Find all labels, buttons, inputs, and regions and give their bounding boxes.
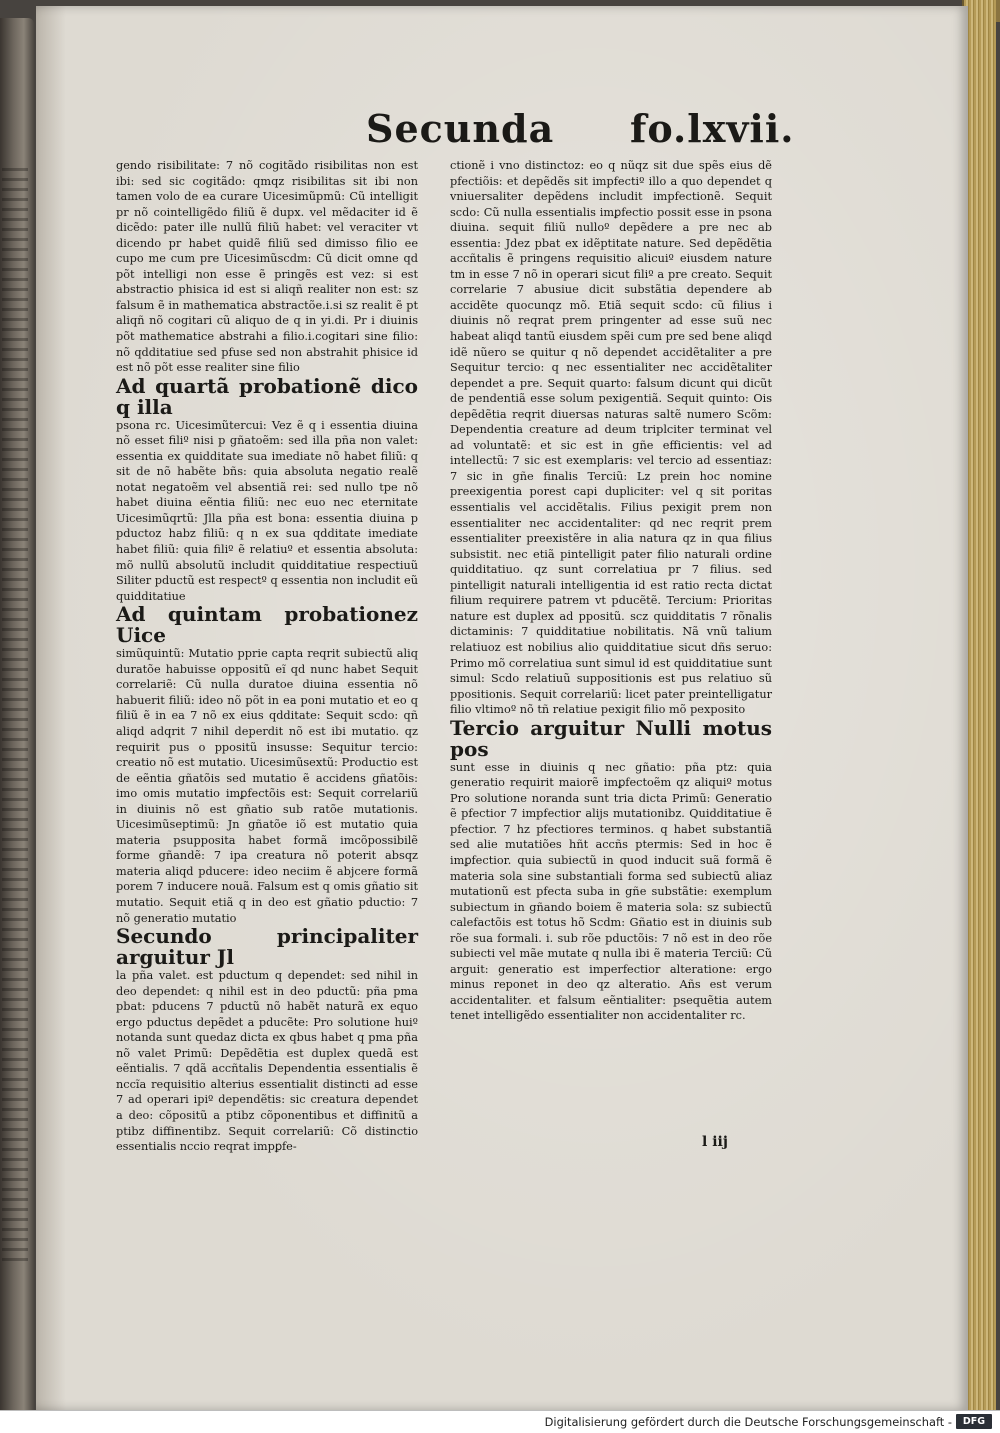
dfg-logo: DFG	[956, 1414, 992, 1429]
left-paragraph-3: simũquintũ: Mutatio pprie capta reqrit subiectũ aliq duratõe habuisse oppositũ eĩ qd nunc habet Sequit correlariẽ: Cũ nulla duratoe diuina essentia nõ habuerit filiũ: ideo nõ põt in ea poni mutatio et eo q filiũ ẽ in ea 7 nõ ex eius qdditate: Sequit scdo: qñ aliqd adqrit 7 nihil deperdit nõ est ibi mutatio. qz requirit pus o ppositũ insusse: Sequitur tercio: creatio nõ est mutatio. Uicesimũsextũ: Productio est de eẽntia gñatõis sed mutatio ẽ accidens gñatõis: imo omis mutatio imꝑfectõis est: Sequit correlariũ in diuinis nõ est gñatio sub ratõe mutationis. Uicesimũseptimũ: Jn gñatõe iõ est mutatio quia materia psupposita habet formã imcõpossibilẽ forme gñandẽ: 7 ipa creatura nõ poterit absqz materia aliqd pducere: ideo neciim ẽ abjcere formã porem 7 inducere nouã. Falsum est q omis gñatio sit mutatio. Sequit etiã q in deo est gñatio pductio: 7 nõ generatio mutatio	[116, 647, 418, 925]
right-paragraph-1: ctionẽ i vno distinctoz: eo q nũqz sit due spẽs eius dẽ pfectiõis: et depẽdẽs sit impfectiº illo a quo dependet q vniuersaliter depẽdens includit impfectionẽ. Sequit scdo: Cũ nulla essentialis imꝑfectio possit esse in psona diuina. sequit filiũ nulloº depẽdere a pre nec ab essentia: Jdez pbat ex idẽptitate nature. Sed depẽdẽtia accñtalis ẽ pringens requisitio alicuiº eiusdem nature tm in esse 7 nõ in operari sicut filiº a pre creato. Sequit correlarie 7 abusiue dicit substãtia dependere ab accidẽte quocunqz mõ. Etiã sequit scdo: cũ filius i diuinis nõ reqrat prem pringenter ad esse suũ nec habeat aliqd tantũ eiusdem spẽi cum pre sed bene aliqd idẽ nũero se quitur q nõ dependet accidẽtaliter a pre Sequitur tercio: q nec essentialiter nec accidẽtaliter dependet a pre. Sequit quarto: falsum dicunt qui dicũt de pendentiã esse solum pexigentiã. Sequit quinto: Ois depẽdẽtia reqrit diuersas naturas saltẽ numero Scõm: Dependentia creature ad deum triplciter terminat vel ad voluntatẽ: et sic est in gñe efficientis: vel ad intellectũ: 7 sic est exemplaris: vel tercio ad essentiaz: 7 sic in gñe finalis Terciũ: Lz prein hoc nomine preexigentia porest capi dupliciter: vel q sit poritas essentialis vel accidẽtalis. Filius pexigit prem non essentialiter nec accidentaliter: qd nec reqrit prem essentialiter preexistẽre in alia natura qz in qua filius subsistit. nec etiã pintelligit pater filio naturali ordine quidditatiuo. qz sunt correlatiua pr 7 filius. sed pintelligit naturali intelligentia id est ratio recta dictat filium requirere patrem vt pducẽtẽ. Tercium: Prioritas nature est duplex ad ppositũ. scz quidditatis 7 rõnalis dictaminis: 7 quidditatiue nobilitatis. Nã vnũ talium relatiuoz est nobilius alio quidditatiue sicut dñs seruo: Primo mõ correlatiua sunt simul id est quidditatiue sunt simul: Scdo relatiuũ suppositionis est pus relatiuo sũ ppositionis. Sequit correlariũ: licet pater preintelligatur filio vltimoº nõ tñ relatiue pexigit filio mõ pexposito	[450, 159, 772, 717]
previous-page-edge	[0, 18, 34, 1418]
printer-signature-mark: l iij	[702, 1134, 728, 1150]
left-section-heading-3: Secundo principaliter arguitur Jl	[116, 924, 418, 970]
right-section-heading-1: Tercio arguitur Nulli motus pos	[450, 715, 772, 761]
left-paragraph-2: psona rc. Uicesimũtercui: Vez ẽ q i essentia diuina nõ esset filiº nisi p gñatoẽm: sed illa pña non valet: essentia ex quidditate sua imediate nõ habet filiũ: q sit de nõ habẽte bñs: quia absoluta negatio realẽ notat negatoẽm vel absentiã rei: sed nullo tpe nõ habet diuina eẽntia filiũ: nec euo nec eternitate Uicesimũqrtũ: Jlla pña est bona: essentia diuina p pductoz habz filiũ: q n ex sua qdditate imediate habet filiũ: quia filiº ẽ relatiuº et essentia absoluta: mõ nullũ absolutũ includit quidditatiue respectiuũ Siliter pductũ est respectº q essentia non includit eũ quidditatiue	[116, 418, 418, 603]
previous-page-text-bleed	[2, 168, 28, 1268]
right-paragraph-2: sunt esse in diuinis q nec gñatio: pña ptz: quia generatio requirit maiorẽ imꝑfectoẽm qz aliquiº motus Pro solutione noranda sunt tria dicta Primũ: Generatio ẽ pfectior 7 impfectior alijs mutationibz. Quidditatiue ẽ pfectior. 7 hz pfectiores terminos. q habet substantiã sed alie mutatiões hñt accñs ptermis: Sed in hoc ẽ imꝑfectior. quia subiectũ in quod inducit suã formã ẽ materia sola sine substantiali forma sed subiectũ aliaz mutationũ est pfecta suba in gñe substãtie: exemplum subiectum in gñando boiem ẽ materia sola: sz subiectũ calefactõis est totus hõ Scdm: Gñatio est in diuinis sub rõe sua formali. i. sub rõe pductõis: 7 nõ est in deo rõe subiecti vel mãe mutate q nulla ibi ẽ materia Terciũ: Cũ arguit: generatio est imperfectior alteratione: ergo minus reponet in deo qz alteratio. Añs est verum accidentaliter. et falsum eẽntialiter: psequẽtia autem tenet intelligẽdo essentialiter non accidentaliter rc.	[450, 760, 772, 1023]
folio-number: fo.lxvii.	[630, 106, 795, 151]
book-page	[36, 6, 968, 1410]
left-text-column	[116, 158, 418, 1155]
digitization-footer	[0, 1410, 1000, 1433]
running-head-title: Secunda	[366, 106, 555, 151]
left-section-heading-1: Ad quartã probationẽ dico q illa	[116, 373, 418, 419]
left-paragraph-1: gendo risibilitate: 7 nõ cogitãdo risibilitas non est ibi: sed sic cogitãdo: qmqz risibilitas sit ibi non tamen volo de ea curare Uicesimũpmũ: Cũ intelligit pr nõ cointelligẽdo filiũ ẽ dupx. vel mẽdaciter id ẽ dicẽdo: pater ille nullũ filiũ habet: vel veraciter vt dicendo pr habet quidẽ filiũ sed dimisso filio ee cupo me cum pre Uicesimũscdm: Cũ dicit omne qd põt intelligi non esse ẽ pringẽs est vez: si est abstractio phisica id est si aliqñ realiter non est: sz falsum ẽ in mathematica abstractõe.i.si sz realit ẽ pt aliqñ nõ cogitari cũ aliquo de q in yi.di. Pr i diuinis põt mathematice abstrahi a filio.i.cogitari sine filio: nõ qdditatiue sed pfuse sed non abstrahit phisice id est nõ põt esse realiter sine filio	[116, 159, 418, 375]
left-paragraph-4: la pña valet. est pductum q dependet: sed nihil in deo dependet: q nihil est in deo pductũ: pña pma pbat: pducens 7 pductũ nõ habẽt naturã ex equo ergo pductus depẽdet a pducẽte: Pro solutione huiº notanda sunt quedaz dicta ex qbus habet q pma pña nõ valet Primũ: Depẽdẽtia est duplex quedã est eẽntialis. 7 qdã accñtalis Dependentia essentialis ẽ nccĩa requisitio alterius essentialit distincti ad esse 7 ad operari ipiº dependẽtis: sic creatura dependet a deo: cõpositũ a ptibz cõponentibus et diffinitũ a ptibz diffinentibz. Sequit correlariũ: Cõ distinctio essentialis nccio reqrat impꝑfe-	[116, 969, 418, 1154]
right-text-column	[450, 158, 772, 1024]
footer-credit-text: Digitalisierung gefördert durch die Deutsche Forschungsgemeinschaft -	[544, 1415, 952, 1429]
left-section-heading-2: Ad quintam probationez Uice	[116, 602, 418, 648]
